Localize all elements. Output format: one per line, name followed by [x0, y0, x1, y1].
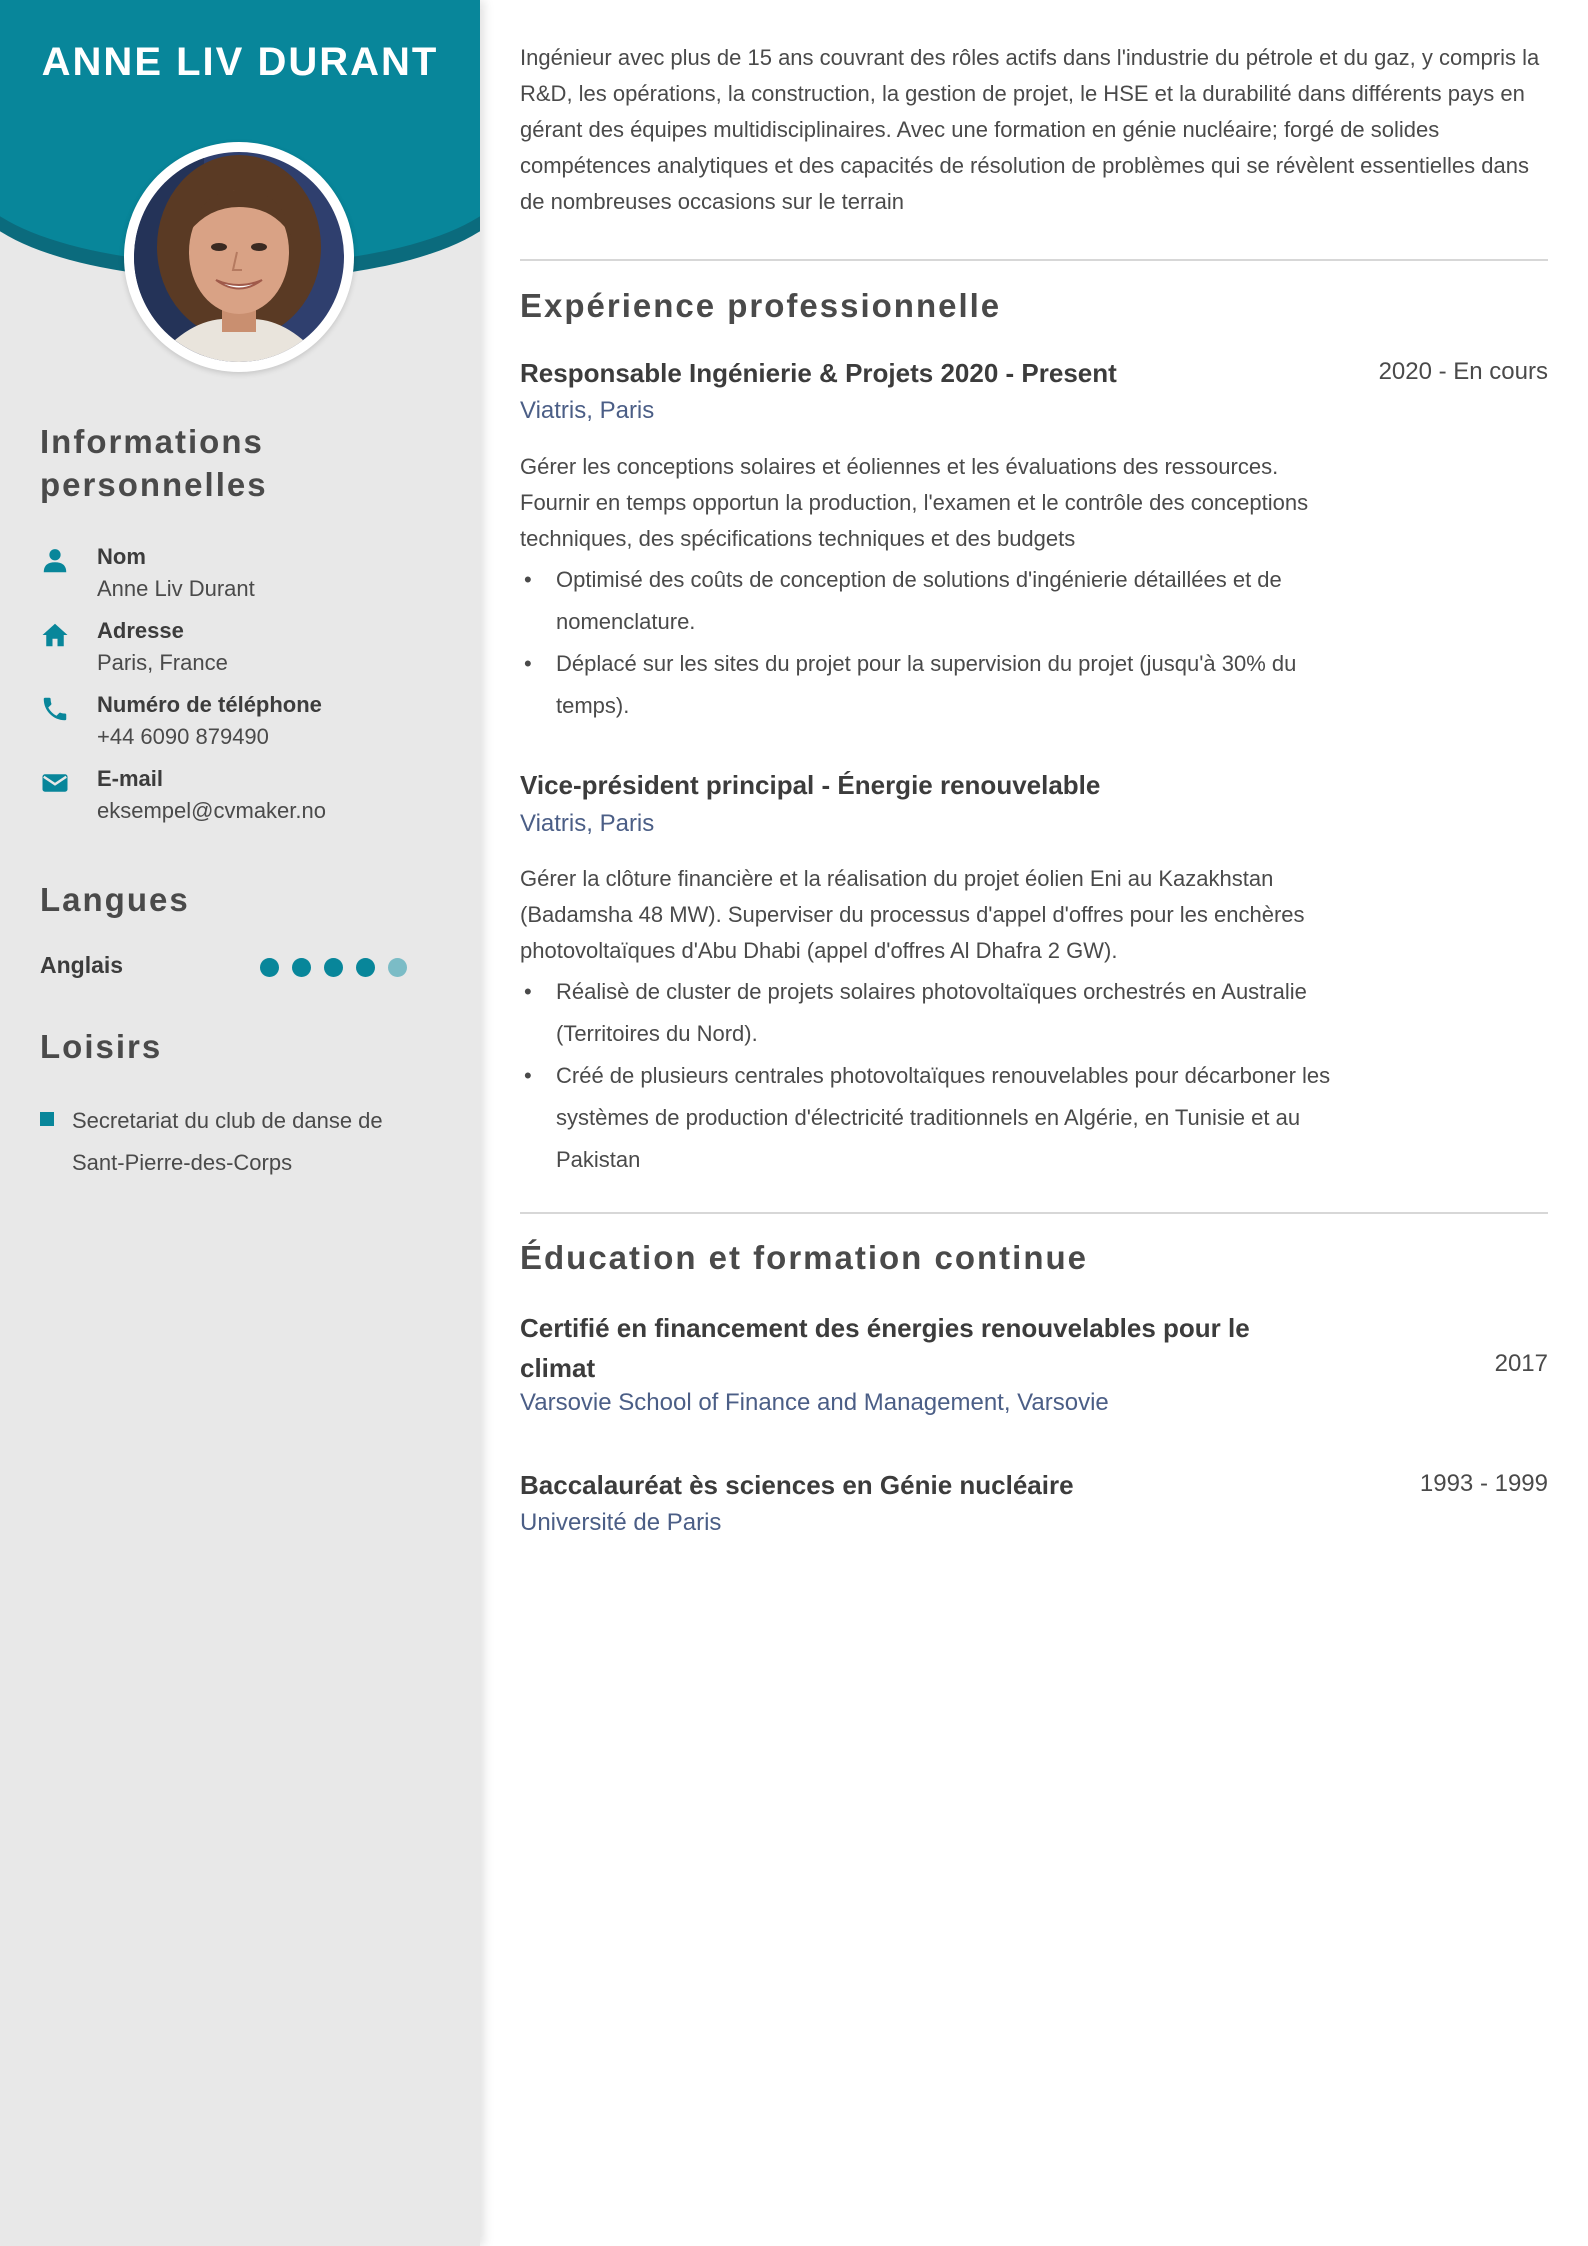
home-icon — [40, 620, 70, 650]
education-title: Baccalauréat ès sciences en Génie nucléaire — [520, 1470, 1074, 1500]
info-value: +44 6090 879490 — [97, 724, 269, 749]
info-label: E-mail — [97, 766, 164, 791]
language-name: Anglais — [40, 952, 124, 978]
level-dot — [388, 958, 407, 977]
job-date: 2020 - En cours — [1378, 358, 1548, 385]
list-item: • Créé de plusieurs centrales photovoltaïques renouvelables pour décarboner les systèmes de production d'électricité traditionnels en Algérie, en Tunisie et au Pakistan — [520, 1055, 1340, 1181]
info-value: Paris, France — [97, 650, 228, 675]
job-title: Responsable Ingénierie & Projets 2020 - Present — [520, 358, 1117, 388]
hobby-item: Secretariat du club de danse de Sant-Pierre-des-Corps — [72, 1108, 383, 1175]
info-value: Anne Liv Durant — [97, 576, 255, 601]
info-label: Nom — [97, 544, 146, 569]
education-title: Certifié en financement des énergies renouvelables pour le climat — [520, 1313, 1250, 1383]
avatar-portrait — [134, 152, 344, 362]
job-description: Gérer la clôture financière et la réalisation du projet éolien Eni au Kazakhstan (Badamsha 48 MW). Superviser du processus d'appel d'offres pour les enchères photovoltaïques d'Abu Dhabi (appel d'offres Al Dhafra 2 GW). — [520, 866, 1305, 963]
level-dot — [356, 958, 375, 977]
candidate-name: ANNE LIV DURANT — [41, 40, 439, 84]
list-item: • Optimisé des coûts de conception de solutions d'ingénierie détaillées et de nomenclature. — [520, 559, 1340, 643]
info-label: Numéro de téléphone — [97, 692, 322, 717]
languages-heading: Langues — [40, 881, 190, 918]
education-date: 2017 — [1494, 1350, 1548, 1377]
divider — [520, 1212, 1548, 1214]
phone-icon — [40, 694, 70, 724]
level-dot — [324, 958, 343, 977]
list-item: • Réalisè de cluster de projets solaires photovoltaïques orchestrés en Australie (Territoires du Nord). — [520, 971, 1340, 1055]
divider — [520, 259, 1548, 261]
sidebar — [0, 0, 480, 2246]
education-date: 1993 - 1999 — [1419, 1470, 1548, 1497]
experience-heading: Expérience professionnelle — [520, 287, 1002, 324]
person-icon — [40, 546, 70, 576]
level-dot — [292, 958, 311, 977]
job-organization: Viatris, Paris — [520, 397, 655, 424]
education-institution: Varsovie School of Finance and Management, Varsovie — [520, 1389, 1109, 1416]
info-value: eksempel@cvmaker.no — [97, 798, 326, 823]
profile-summary: Ingénieur avec plus de 15 ans couvrant des rôles actifs dans l'industrie du pétrole et du gaz, y compris la R&D, les opérations, la construction, la gestion de projet, le HSE et la durabilité dans différents pays en gérant des équipes multidisciplinaires. Avec une formation en génie nucléaire; forgé de solides compétences analytiques et des capacités de résolution de problèmes qui se révèlent essentielles dans de nombreuses occasions sur le terrain — [520, 45, 1540, 214]
hobbies-heading: Loisirs — [40, 1028, 163, 1065]
education-institution: Université de Paris — [520, 1509, 722, 1536]
email-icon — [40, 768, 70, 798]
job-title: Vice-président principal - Énergie renouvelable — [520, 770, 1101, 800]
job-organization: Viatris, Paris — [520, 810, 655, 837]
job-description: Gérer les conceptions solaires et éoliennes et les évaluations des ressources. Fournir en temps opportun la production, l'examen et le contrôle des conceptions techniques, des spécifications techniques et des budgets — [520, 454, 1309, 551]
personal-info-heading: Informations personnelles — [40, 423, 268, 503]
square-bullet-icon — [40, 1112, 54, 1126]
info-label: Adresse — [97, 618, 184, 643]
level-dot — [260, 958, 279, 977]
list-item: • Déplacé sur les sites du projet pour la supervision du projet (jusqu'à 30% du temps). — [520, 643, 1340, 727]
education-heading: Éducation et formation continue — [520, 1239, 1089, 1276]
profile-photo — [124, 142, 354, 372]
job-bullets — [520, 559, 1340, 727]
language-level — [260, 958, 420, 982]
job-bullets — [520, 971, 1340, 1181]
